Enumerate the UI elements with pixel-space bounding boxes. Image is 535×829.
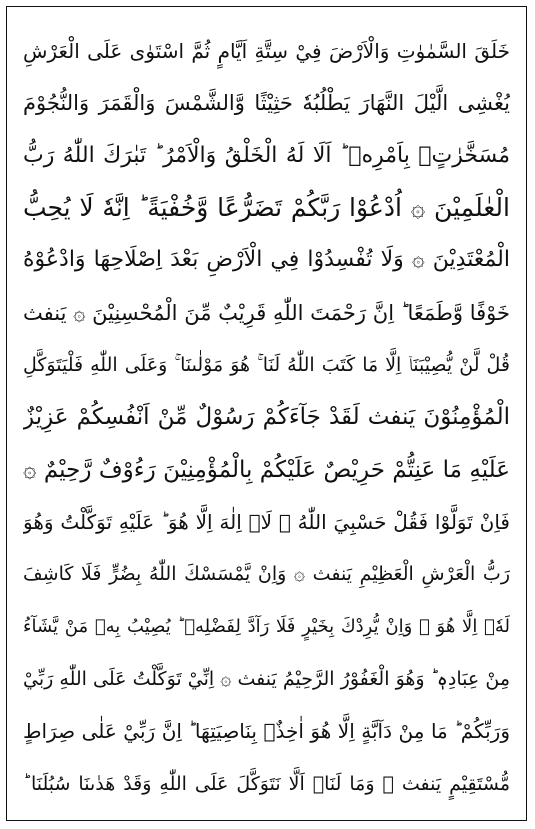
page-frame <box>6 6 527 821</box>
text-line-14: وَرَبِّكُمْ ؕ مَا مِنْ دَآبَّةٍ اِلَّا هُوَ اٰخِذٌۢ بِنَاصِيَتِهَا ؕ اِنَّ رَبِّيْ عَلٰى صِرَاطٍ <box>23 719 510 744</box>
text-line-7: قُلْ لَّنْ يُّصِيْبَنَاۤ اِلَّا مَا كَتَبَ اللّٰهُ لَنَا ۚ هُوَ مَوْلٰىنَا ۚ وَعَلَى اللّٰهِ فَلْيَتَوَكَّلِ <box>23 354 510 377</box>
text-line-5: الْمُعْتَدِيْنَ ۞ وَلَا تُفْسِدُوْا فِي الْاَرْضِ بَعْدَ اِصْلَاحِهَا وَادْعُوْهُ <box>23 247 510 273</box>
text-line-9: عَلَيْهِ مَا عَنِتُّمْ حَرِيْصٌ عَلَيْكُمْ بِالْمُؤْمِنِيْنَ رَءُوْفٌ رَّحِيْمٌ ۞ <box>23 456 510 483</box>
text-line-13: مِنْ عِبَادِهٖ ؕ وَهُوَ الْغَفُوْرُ الرَّحِيْمُ يَنفث ۞ اِنِّيْ تَوَكَّلْتُ عَلَى اللّٰهِ رَبِّيْ <box>23 668 510 691</box>
text-line-11: رَبُّ الْعَرْشِ الْعَظِيْمِ يَنفث ۞ وَاِنْ يَّمْسَسْكَ اللّٰهُ بِضُرٍّ فَلَا كَاشِفَ <box>23 563 510 586</box>
text-line-1: خَلَقَ السَّمٰوٰتِ وَالْاَرْضَ فِيْ سِتَّةِ اَيَّامٍ ثُمَّ اسْتَوٰى عَلَى الْعَرْشِ <box>23 39 510 63</box>
text-line-12: لَهٗۤ اِلَّا هُوَ ۚ وَاِنْ يُّرِدْكَ بِخَيْرٍ فَلَا رَآدَّ لِفَضْلِهٖ ؕ يُصِيْبُ بِهٖ مَنْ يَّشَآءُ <box>23 615 510 637</box>
text-line-6: خَوْفًا وَّطَمَعًا ؕ اِنَّ رَحْمَتَ اللّٰهِ قَرِيْبٌ مِّنَ الْمُحْسِنِيْنَ ۞ يَنفث <box>23 300 510 325</box>
text-line-8: الْمُؤْمِنُوْنَ يَنفث لَقَدْ جَآءَكُمْ رَسُوْلٌ مِّنْ اَنْفُسِكُمْ عَزِيْزٌ <box>23 404 510 431</box>
text-line-10: فَاِنْ تَوَلَّوْا فَقُلْ حَسْبِيَ اللّٰهُ ۖ لَاۤ اِلٰهَ اِلَّا هُوَ ؕ عَلَيْهِ تَوَكَّلْتُ وَهُوَ <box>23 510 510 535</box>
text-block <box>23 29 510 806</box>
text-line-4: الْعٰلَمِيْنَ ۞ اُدْعُوْا رَبَّكُمْ تَضَرُّعًا وَّخُفْيَةً ؕ اِنَّهٗ لَا يُحِبُّ <box>23 193 510 223</box>
text-line-2: يُغْشِى الَّيْلَ النَّهَارَ يَطْلُبُهٗ حَثِيْثًا وَّالشَّمْسَ وَالْقَمَرَ وَالنُّجُوْمَ <box>23 91 510 116</box>
text-line-3: مُسَخَّرٰتٍۢ بِاَمْرِهٖ ؕ اَلَا لَهُ الْخَلْقُ وَالْاَمْرُ ؕ تَبٰرَكَ اللّٰهُ رَبُّ <box>23 142 510 168</box>
text-line-15: مُّسْتَقِيْمٍ يَنفث ۞ وَمَا لَنَاۤ اَلَّا نَتَوَكَّلَ عَلَى اللّٰهِ وَقَدْ هَدٰىنَا سُبُلَنَا ؕ <box>23 772 510 795</box>
